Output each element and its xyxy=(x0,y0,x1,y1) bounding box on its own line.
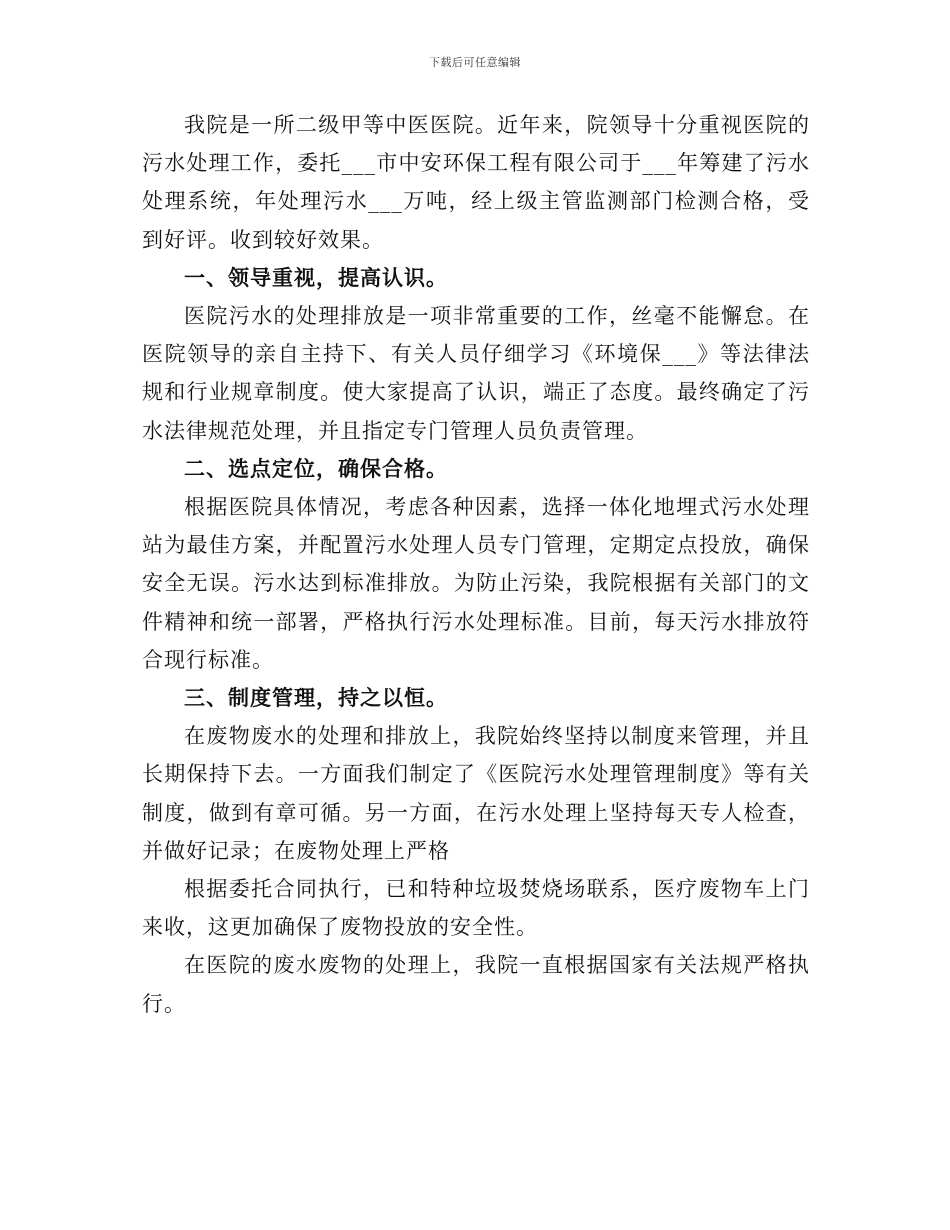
section-heading-1: 一、领导重视，提高认识。 xyxy=(184,264,448,290)
section-3-paragraph-1: 在废物废水的处理和排放上，我院始终坚持以制度来管理，并且长期保持下去。一方面我们制定了《医院污水处理管理制度》等有关制度，做到有章可循。另一方面，在污水处理上坚持每天专人检查，并做好记录；在废物处理上严格 xyxy=(142,724,810,863)
closing-paragraph: 在医院的废水废物的处理上，我院一直根据国家有关法规严格执行。 xyxy=(142,953,810,1016)
intro-paragraph: 我院是一所二级甲等中医医院。近年来，院领导十分重视医院的污水处理工作，委托___市中安环保工程有限公司于___年筹建了污水处理系统，年处理污水___万吨，经上级主管监测部门检测合格，受到好评。收到较好效果。 xyxy=(142,113,810,252)
section-3-paragraph-2: 根据委托合同执行，已和特种垃圾焚烧场联系，医疗废物车上门来收，这更加确保了废物投放的安全性。 xyxy=(142,877,810,940)
document-body xyxy=(142,106,810,1023)
page-header-note: 下载后可任意编辑 xyxy=(429,56,521,69)
section-heading-2: 二、选点定位，确保合格。 xyxy=(184,455,448,481)
section-2-paragraph: 根据医院具体情况，考虑各种因素，选择一体化地埋式污水处理站为最佳方案，并配置污水处理人员专门管理，定期定点投放，确保安全无误。污水达到标准排放。为防止污染，我院根据有关部门的文件精神和统一部署，严格执行污水处理标准。目前，每天污水排放符合现行标准。 xyxy=(142,495,810,672)
section-1-paragraph: 医院污水的处理排放是一项非常重要的工作，丝毫不能懈怠。在医院领导的亲自主持下、有关人员仔细学习《环境保___》等法律法规和行业规章制度。使大家提高了认识，端正了态度。最终确定了污水法律规范处理，并且指定专门管理人员负责管理。 xyxy=(142,304,810,443)
section-heading-3: 三、制度管理，持之以恒。 xyxy=(184,685,448,711)
